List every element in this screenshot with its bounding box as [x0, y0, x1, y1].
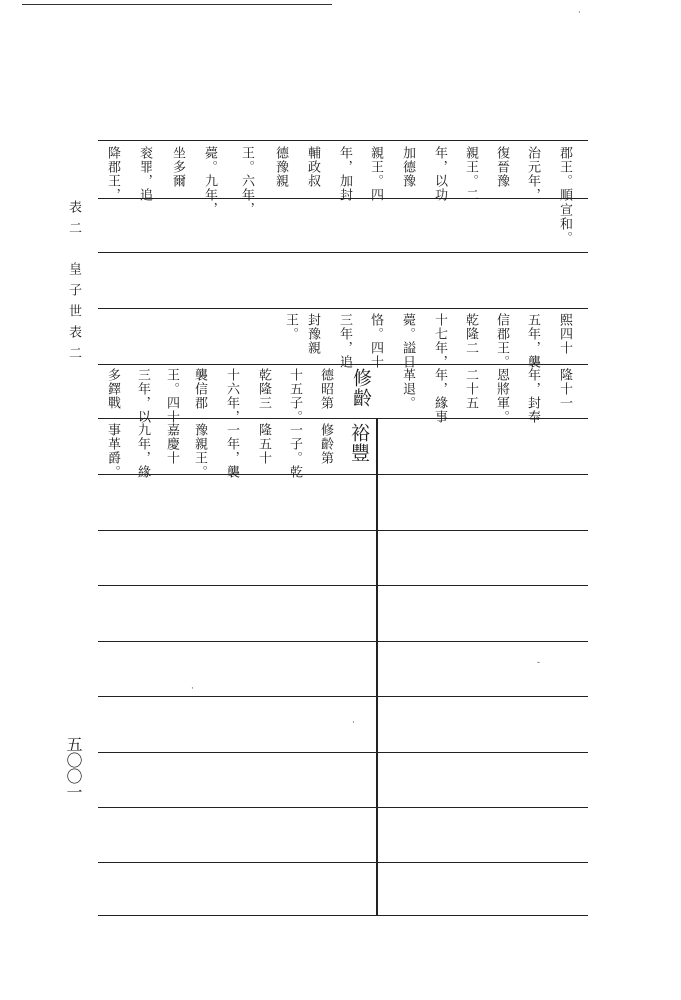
page-number: 五〇〇一 — [64, 736, 83, 800]
row3-col-4: 乾隆二 — [463, 313, 478, 355]
row4-col-9: 十五子。 — [287, 368, 302, 424]
row3-col-9: 封豫親 — [305, 313, 320, 355]
row1-col-2: 治元年， — [525, 146, 540, 202]
row5-col-7: 嘉慶十 — [164, 423, 179, 465]
row1-col-6: 加德豫 — [400, 146, 415, 188]
table-rule-row8 — [98, 585, 588, 586]
scan-speck: · — [352, 718, 355, 728]
column-divider — [376, 418, 378, 915]
row5-col-5: 一年，襲 — [224, 423, 239, 479]
row1-col-9: 輔政叔 — [305, 146, 320, 188]
row1-col-15: 降郡王， — [105, 146, 120, 202]
row1-col-3: 復晉豫 — [494, 146, 509, 188]
table-rule-row13 — [98, 862, 588, 863]
row5-heading-yufeng: 裕豐 — [348, 423, 370, 463]
table-rule-row6 — [98, 474, 588, 475]
row1-col-10: 德豫親 — [273, 146, 288, 188]
row3-col-3: 信郡王。 — [494, 313, 509, 369]
row3-col-1: 熙四十 — [557, 313, 572, 355]
row4-col-11: 十六年， — [224, 368, 239, 424]
table-bottom-rule — [98, 915, 588, 916]
row1-col-4: 親王。二 — [463, 146, 478, 202]
row1-col-11: 王。六年， — [239, 146, 254, 216]
row1-col-5: 年，以功 — [432, 146, 447, 202]
row1-col-14: 衮罪，追 — [137, 146, 152, 202]
row4-col-5: 年，緣事 — [432, 368, 447, 424]
top-page-rule — [22, 4, 332, 5]
row5-col-8: 九年，緣 — [135, 423, 150, 479]
row1-sub-col-1: 宣和。 — [557, 203, 572, 245]
row5-col-3: 一子。乾 — [287, 423, 302, 479]
scan-speck: · — [578, 8, 581, 18]
row3-col-8: 三年，追 — [337, 313, 352, 369]
table-rule-row3 — [98, 308, 588, 309]
row3-col-5: 十七年， — [432, 313, 447, 369]
row5-col-2: 修齡第 — [318, 423, 333, 465]
row5-col-6: 豫親王。 — [192, 423, 207, 479]
table-top-rule — [98, 140, 588, 141]
table-rule-row2 — [98, 252, 588, 253]
scan-speck: - — [537, 658, 541, 668]
section-title: 皇子世表二 — [66, 262, 81, 367]
table-rule-row11 — [98, 752, 588, 753]
table-rule-row9 — [98, 641, 588, 642]
row4-col-2: 年，封奉 — [525, 368, 540, 424]
row4-col-15: 多鐸戰 — [105, 368, 120, 410]
table-rule-row10 — [98, 696, 588, 697]
row4-col-8: 德昭第 — [318, 368, 333, 410]
row4-col-10: 乾隆三 — [256, 368, 271, 410]
row4-col-6: 革退。 — [400, 368, 415, 410]
row4-col-12: 襲信郡 — [192, 368, 207, 410]
scan-speck: · — [191, 684, 194, 694]
table-rule-row12 — [98, 807, 588, 808]
row4-col-13: 王。四十 — [164, 368, 179, 424]
row1-col-13: 坐多爾 — [170, 146, 185, 188]
row1-col-8: 年，加封 — [337, 146, 352, 202]
table-rule-row7 — [98, 530, 588, 531]
row3-col-6: 薨。謚日 — [400, 313, 415, 369]
row5-col-4: 隆五十 — [256, 423, 271, 465]
row4-col-1: 隆十一 — [557, 368, 572, 410]
row1-col-7: 親王。四 — [368, 146, 383, 202]
table-label: 表二 — [66, 200, 81, 242]
row3-col-10: 王。 — [283, 313, 298, 341]
row4-col-14: 三年，以 — [135, 368, 150, 424]
row4-col-4: 二十五 — [463, 368, 478, 410]
row4-heading-xiuling: 修齡 — [350, 368, 372, 408]
row3-col-2: 五年，襲 — [525, 313, 540, 369]
row1-col-1: 郡王。順 — [557, 146, 572, 202]
row5-col-9: 事革爵。 — [105, 423, 120, 479]
row4-col-3: 恩將軍。 — [494, 368, 509, 424]
row1-col-12: 薨。九年， — [202, 146, 217, 216]
row3-col-7: 恪。四十 — [368, 313, 383, 369]
